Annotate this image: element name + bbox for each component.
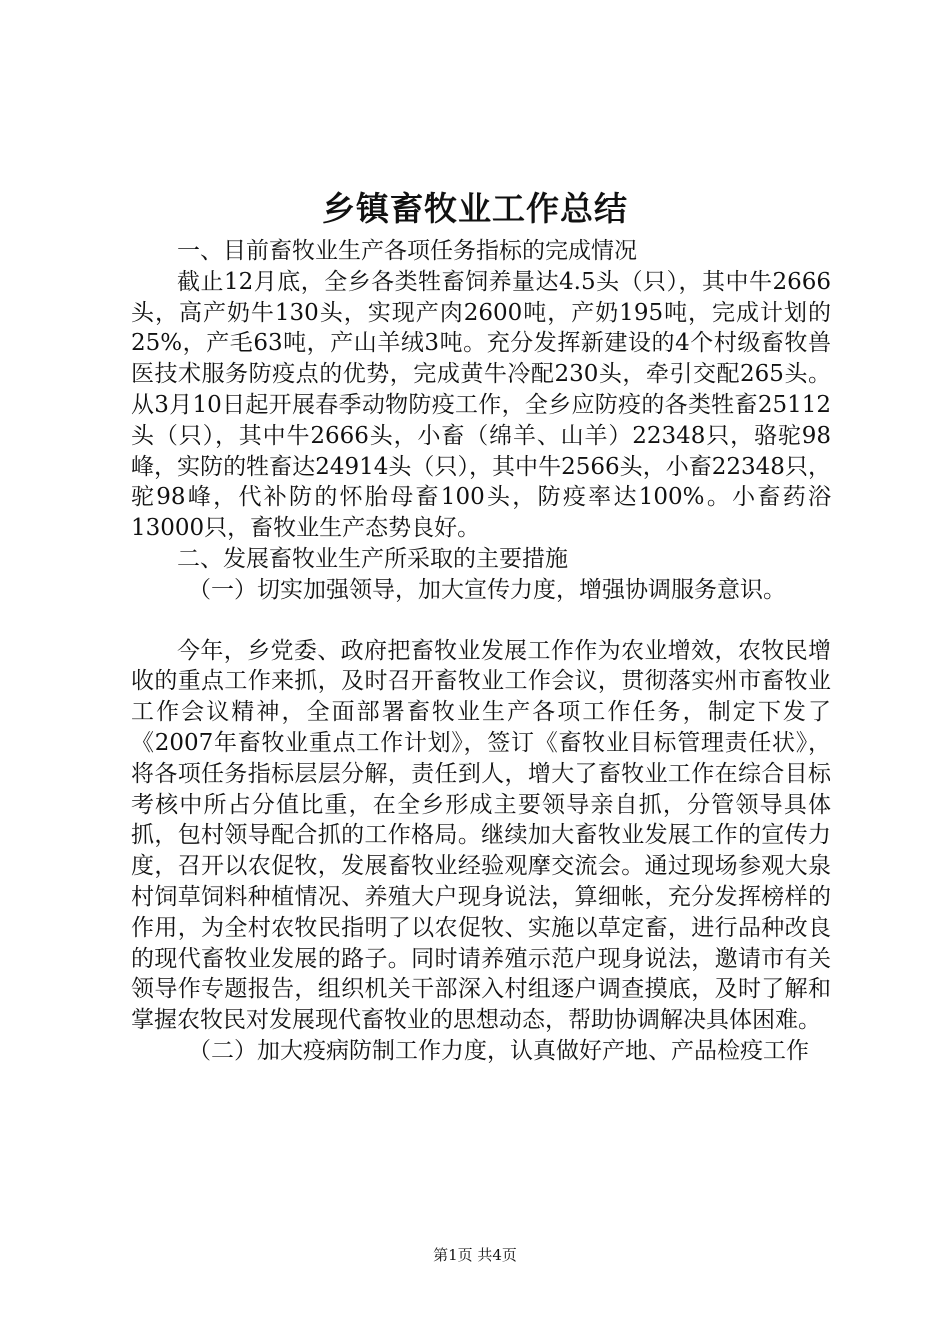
subsection-heading-1: （一）切实加强领导，加大宣传力度，增强协调服务意识。 [188, 576, 786, 603]
paragraph-measures: 今年，乡党委、政府把畜牧业发展工作作为农业增效，农牧民增收的重点工作来抓，及时召开畜牧业工作会议，贯彻落实州市畜牧业工作会议精神，全面部署畜牧业生产各项工作任务，制定下发了《2007年畜牧业重点工作计划》，签订《畜牧业目标管理责任状》，将各项任务指标层层分解，责任到人，增大了畜牧业工作在综合目标考核中所占分值比重，在全乡形成主要领导亲自抓，分管领导具体抓，包村领导配合抓的工作格局。继续加大畜牧业发展工作的宣传力度，召开以农促牧，发展畜牧业经验观摩交流会。通过现场参观大泉村饲草饲料种植情况、养殖大户现身说法，算细帐，充分发挥榜样的作用，为全村农牧民指明了以农促牧、实施以草定畜，进行品种改良的现代畜牧业发展的路子。同时请养殖示范户现身说法，邀请市有关领导作专题报告，组织机关干部深入村组逐户调查摸底，及时了解和掌握农牧民对发展现代畜牧业的思想动态，帮助协调解决具体困难。 [131, 637, 831, 1034]
subsection-heading-2: （二）加大疫病防制工作力度，认真做好产地、产品检疫工作 [188, 1037, 809, 1064]
document-body [131, 236, 831, 1067]
section-heading-2: 二、发展畜牧业生产所采取的主要措施 [177, 545, 568, 572]
document-title: 乡镇畜牧业工作总结 [322, 189, 628, 228]
paragraph-completion-status: 截止12月底，全乡各类牲畜饲养量达4.5头（只），其中牛2666头，高产奶牛130头，实现产肉2600吨，产奶195吨，完成计划的25%，产毛63吨，产山羊绒3吨。充分发挥新建设的4个村级畜牧兽医技术服务防疫点的优势，完成黄牛冷配230头，牵引交配265头。从3月10日起开展春季动物防疫工作，全乡应防疫的各类牲畜25112头（只），其中牛2666头，小畜（绵羊、山羊）22348只，骆驼98峰，实防的牲畜达24914头（只），其中牛2566头，小畜22348只，驼98峰，代补防的怀胎母畜100头，防疫率达100%。小畜药浴13000只，畜牧业生产态势良好。 [131, 268, 831, 542]
section-heading-1: 一、目前畜牧业生产各项任务指标的完成情况 [177, 238, 637, 264]
paragraph-spacer [131, 606, 831, 636]
page-footer: 第1页 共4页 [433, 1246, 517, 1264]
